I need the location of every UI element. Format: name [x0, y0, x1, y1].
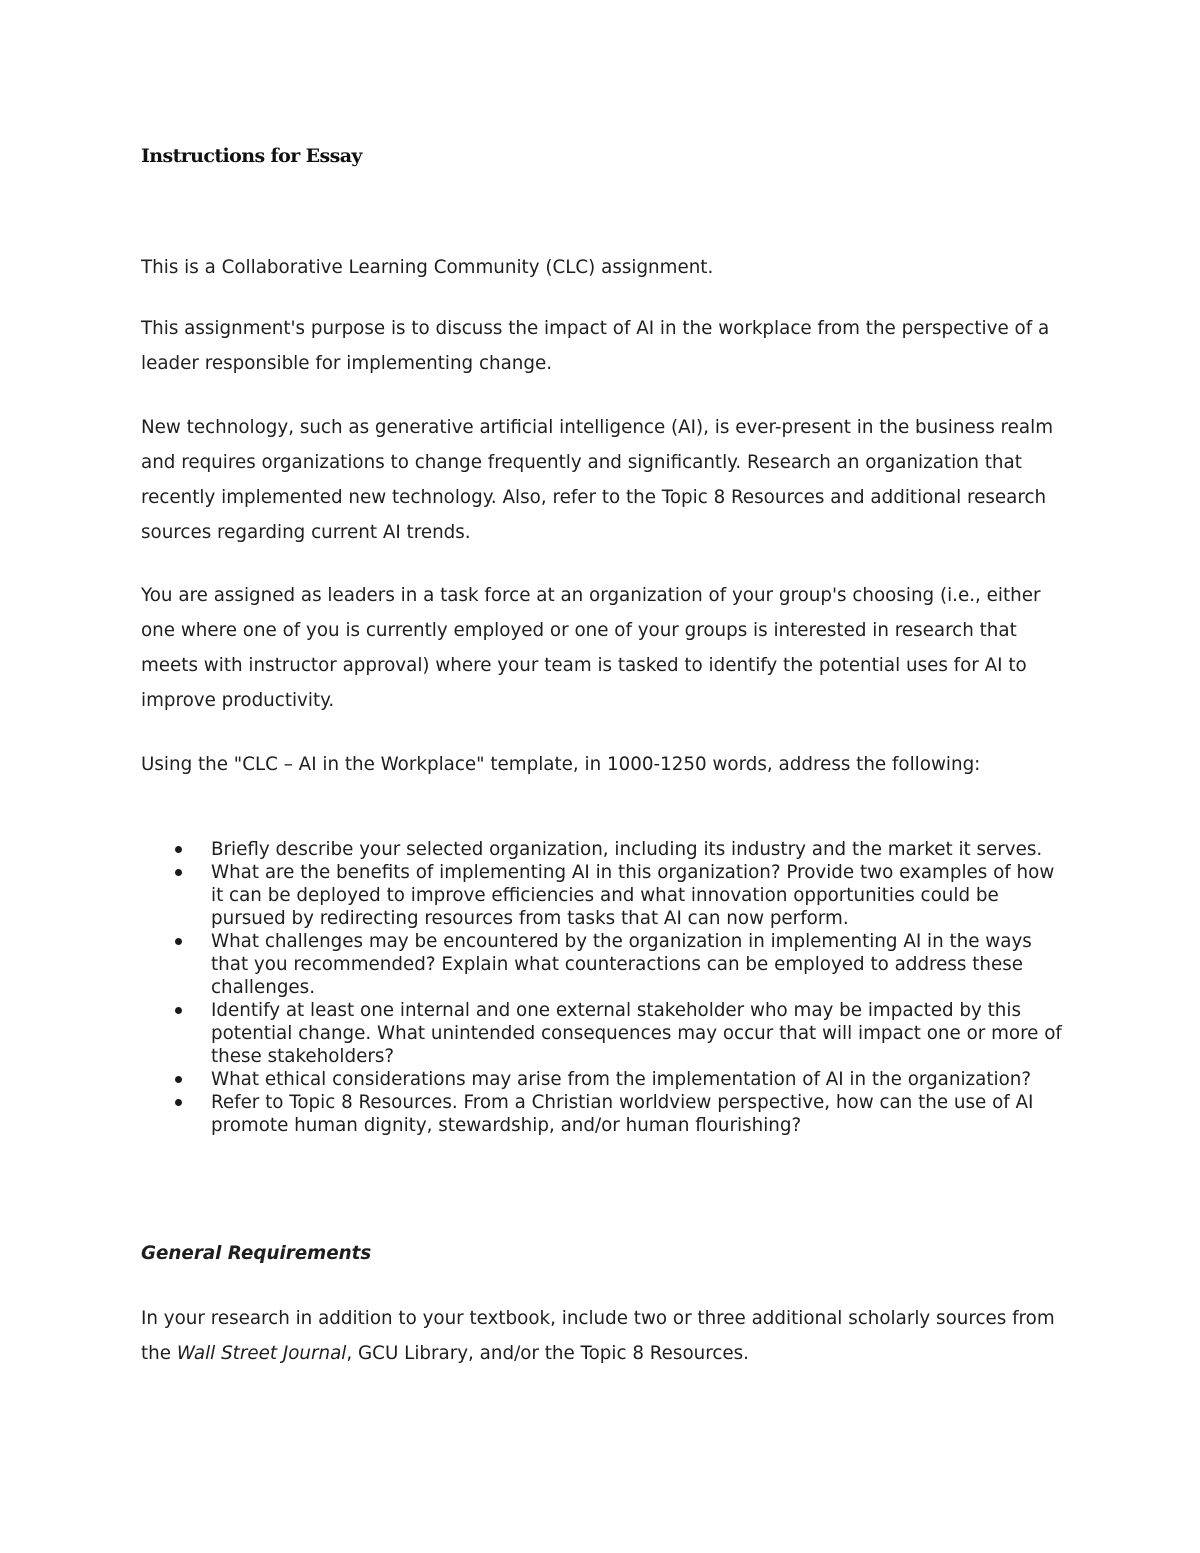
paragraph-sources: [141, 1301, 1071, 1371]
paragraph-technology: New technology, such as generative artificial intelligence (AI), is ever-present in the business realm and requires organizations to change frequently and significantly. Research an organization that recently implemented new technology. Also, refer to the Topic 8 Resources and additional research sources regarding current AI trends.: [141, 417, 1053, 543]
list-item: [141, 1068, 1071, 1091]
paragraph-purpose: This assignment's purpose is to discuss the impact of AI in the workplace from the perspective of a leader responsible for implementing change.: [141, 318, 1050, 374]
list-item: [141, 861, 1071, 930]
list-item: [141, 930, 1071, 999]
sources-text-after: , GCU Library, and/or the Topic 8 Resources.: [346, 1343, 749, 1364]
list-item-text: What are the benefits of implementing AI in this organization? Provide two examples of how it can be deployed to improve efficiencies and what innovation opportunities could be pursued by redirecting resources from tasks that AI can now perform.: [211, 862, 1055, 929]
sources-text-before: In your research in addition to your textbook, include two or three additional scholarly sources from the: [141, 1308, 1055, 1364]
bullet-icon: [175, 1076, 182, 1083]
list-item-text: What challenges may be encountered by the organization in implementing AI in the ways that you recommended? Explain what counteractions can be employed to address these challenges.: [211, 931, 1032, 998]
list-item: [141, 999, 1071, 1068]
bullet-icon: [175, 938, 182, 945]
paragraph-instructions: Using the "CLC – AI in the Workplace" template, in 1000-1250 words, address the following:: [141, 754, 981, 775]
list-item: [141, 1091, 1071, 1137]
list-item-text: What ethical considerations may arise from the implementation of AI in the organization?: [211, 1069, 1032, 1090]
requirements-list: [141, 838, 1071, 1137]
bullet-icon: [175, 1007, 182, 1014]
bullet-icon: [175, 869, 182, 876]
document-title: Instructions for Essay: [141, 145, 362, 167]
bullet-icon: [175, 846, 182, 853]
bullet-icon: [175, 1099, 182, 1106]
wsj-title: Wall Street Journal: [176, 1343, 347, 1364]
list-item-text: Refer to Topic 8 Resources. From a Christian worldview perspective, how can the use of AI promote human dignity, stewardship, and/or human flourishing?: [211, 1092, 1034, 1136]
list-item-text: Briefly describe your selected organization, including its industry and the market it serves.: [211, 839, 1043, 860]
paragraph-intro: This is a Collaborative Learning Community (CLC) assignment.: [141, 257, 714, 278]
general-requirements-heading: General Requirements: [141, 1243, 372, 1264]
list-item-text: Identify at least one internal and one external stakeholder who may be impacted by this potential change. What unintended consequences may occur that will impact one or more of these stakeholders?: [211, 1000, 1062, 1067]
list-item: [141, 838, 1071, 861]
paragraph-task-force: You are assigned as leaders in a task force at an organization of your group's choosing (i.e., either one where one of you is currently employed or one of your groups is interested in research that meets with instructor approval) where your team is tasked to identify the potential uses for AI to improve productivity.: [141, 585, 1041, 711]
